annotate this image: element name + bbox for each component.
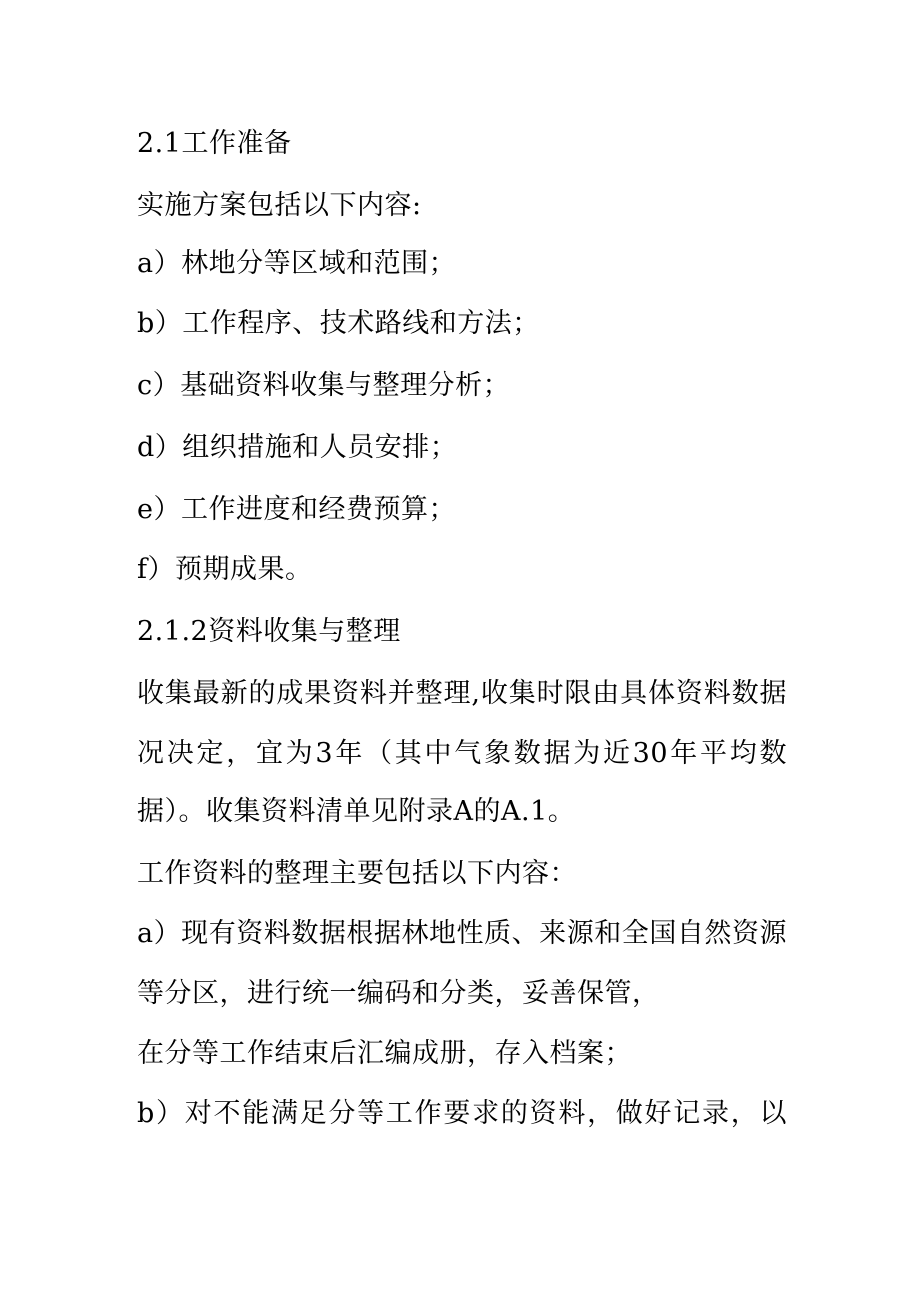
section-heading-2-1: 2.1工作准备: [137, 128, 292, 159]
paragraph-line: 据）。收集资料清单见附录A的A.1。: [137, 796, 576, 827]
list-item-c: c）基础资料收集与整理分析；: [137, 370, 511, 401]
list-item-b: b）工作程序、技术路线和方法；: [137, 308, 540, 339]
list-item-e: e）工作进度和经费预算；: [137, 494, 456, 525]
list-item-a: a）现有资料数据根据林地性质、来源和全国自然资源: [137, 918, 787, 949]
list-item-d: d）组织措施和人员安排；: [137, 432, 458, 463]
list-item-continuation: 在分等工作结束后汇编成册，存入档案；: [137, 1038, 632, 1069]
section-heading-2-1-2: 2.1.2资料收集与整理: [137, 616, 401, 647]
paragraph-line: 况决定，宜为3年（其中气象数据为近30年平均数: [137, 738, 787, 769]
paragraph-line: 实施方案包括以下内容:: [137, 190, 422, 221]
list-item-f: f）预期成果。: [137, 554, 313, 585]
paragraph-line: 收集最新的成果资料并整理,收集时限由具体资料数据: [137, 678, 787, 709]
paragraph-line: 工作资料的整理主要包括以下内容：: [137, 858, 577, 889]
list-item-a: a）林地分等区域和范围；: [137, 248, 457, 279]
list-item-b: b）对不能满足分等工作要求的资料，做好记录，以: [137, 1098, 787, 1129]
list-item-continuation: 等分区，进行统一编码和分类，妥善保管，: [137, 978, 660, 1009]
